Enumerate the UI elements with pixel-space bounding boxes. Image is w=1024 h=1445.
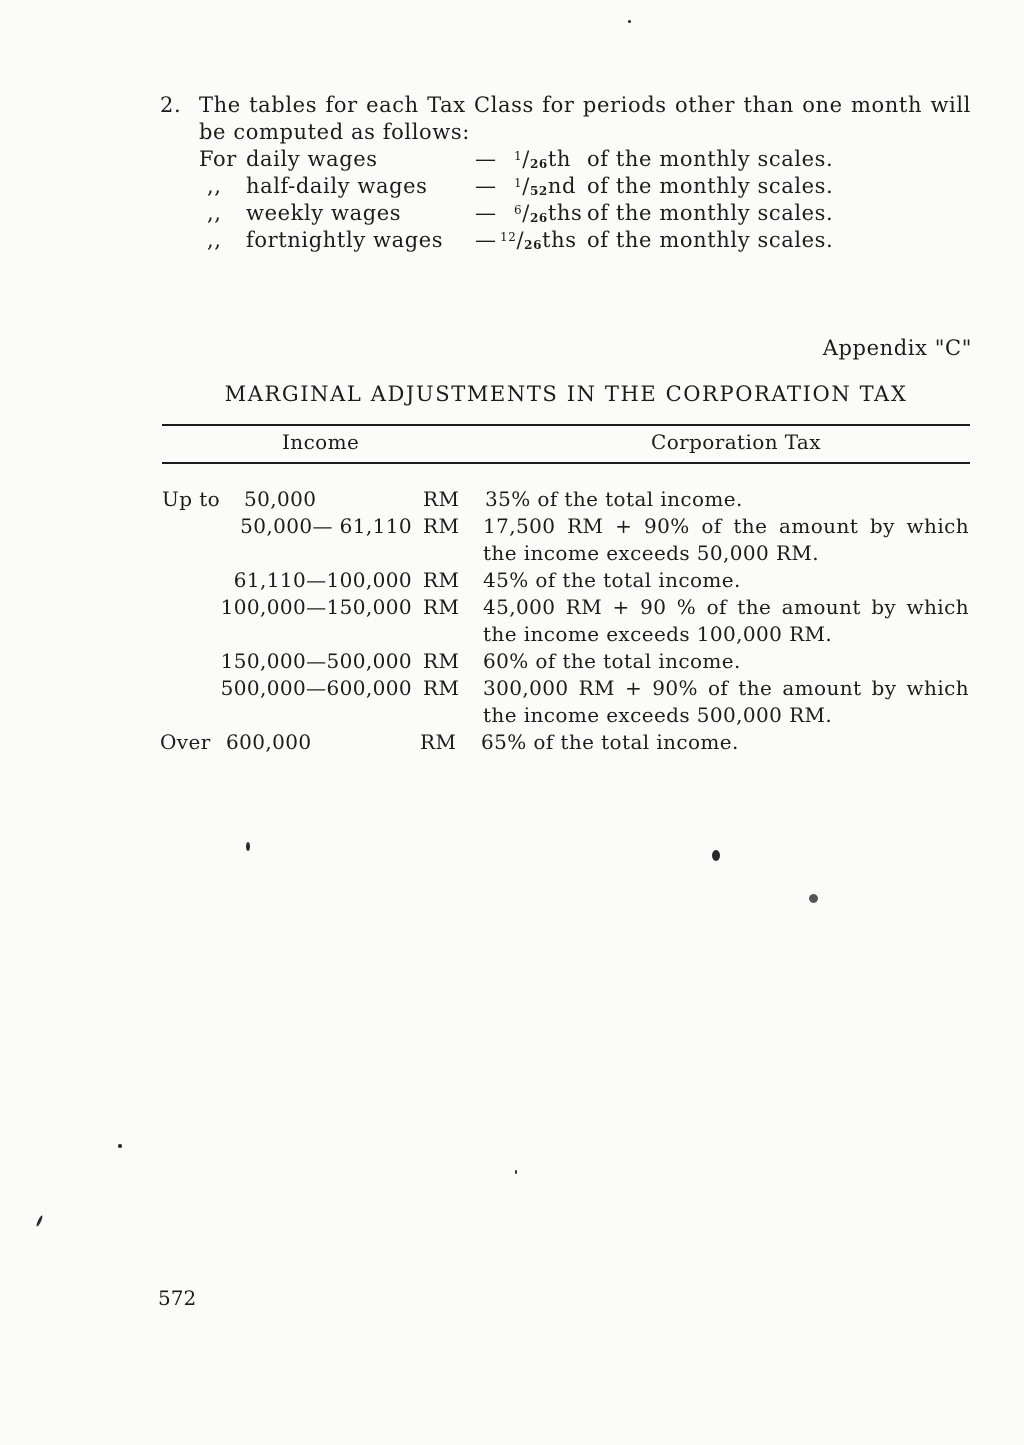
income-unit: RM [423,514,460,538]
income-unit: RM [423,487,460,511]
column-header-income: Income [282,430,360,454]
tax-line: 300,000 RM + 90% of the amount by which [483,676,969,700]
income-range: 500,000—600,000 [220,676,412,700]
wage-dash: — [475,174,497,198]
income-unit: RM [423,649,460,673]
wage-text: of the monthly scales. [587,201,834,225]
scan-speck [36,1215,44,1227]
scan-speck [118,1144,122,1148]
note-number: 2. [160,93,182,117]
income-unit: RM [423,568,460,592]
income-range: 61,110—100,000 [233,568,412,592]
tax-line: 65% of the total income. [481,730,739,754]
page-title: MARGINAL ADJUSTMENTS IN THE CORPORATION TAX [224,382,908,406]
appendix-label: Appendix "C" [822,336,972,360]
tax-line: the income exceeds 50,000 RM. [483,541,820,565]
wage-dash: — [475,228,497,252]
note-line-1: The tables for each Tax Class for periods other than one month will [199,93,971,117]
scan-speck [712,850,720,861]
tax-line: 60% of the total income. [483,649,741,673]
wage-label: half-daily wages [246,174,428,198]
income-unit: RM [420,730,457,754]
wage-text: of the monthly scales. [587,147,834,171]
wage-fraction: $^{12}$/26ths [500,228,577,252]
tax-line: the income exceeds 100,000 RM. [483,622,833,646]
page-number: 572 [158,1286,197,1310]
table-header-rule [162,462,970,464]
column-header-corporation-tax: Corporation Tax [651,430,821,454]
row-prefix: Up to [162,487,221,511]
row-prefix: Over [160,730,211,754]
income-unit: RM [423,676,460,700]
wage-dash: — [475,147,497,171]
income-range: 50,000 [244,487,317,511]
wage-label: weekly wages [246,201,402,225]
scan-speck [809,894,818,903]
scan-speck [628,20,631,23]
wage-label: fortnightly wages [246,228,444,252]
table-top-rule [162,424,970,426]
wage-text: of the monthly scales. [587,174,834,198]
wage-prefix: For [199,147,237,171]
wage-dash: — [475,201,497,225]
scan-speck [246,842,250,851]
tax-line: 35% of the total income. [485,487,743,511]
wage-prefix: ,, [207,174,222,198]
tax-line: 17,500 RM + 90% of the amount by which [483,514,969,538]
income-range: 150,000—500,000 [220,649,412,673]
income-unit: RM [423,595,460,619]
wage-label: daily wages [246,147,378,171]
wage-fraction: $^6$/26ths [514,201,583,225]
income-range: 50,000— 61,110 [240,514,412,538]
scan-speck [515,1170,517,1174]
tax-line: 45,000 RM + 90 % of the amount by which [483,595,969,619]
wage-fraction: $^1$/52nd [514,174,577,198]
wage-prefix: ,, [207,228,222,252]
note-line-2: be computed as follows: [199,120,470,144]
wage-fraction: $^1$/26th [514,147,572,171]
wage-text: of the monthly scales. [587,228,834,252]
tax-line: the income exceeds 500,000 RM. [483,703,833,727]
wage-prefix: ,, [207,201,222,225]
tax-line: 45% of the total income. [483,568,741,592]
income-range: 100,000—150,000 [220,595,412,619]
income-range: 600,000 [226,730,312,754]
